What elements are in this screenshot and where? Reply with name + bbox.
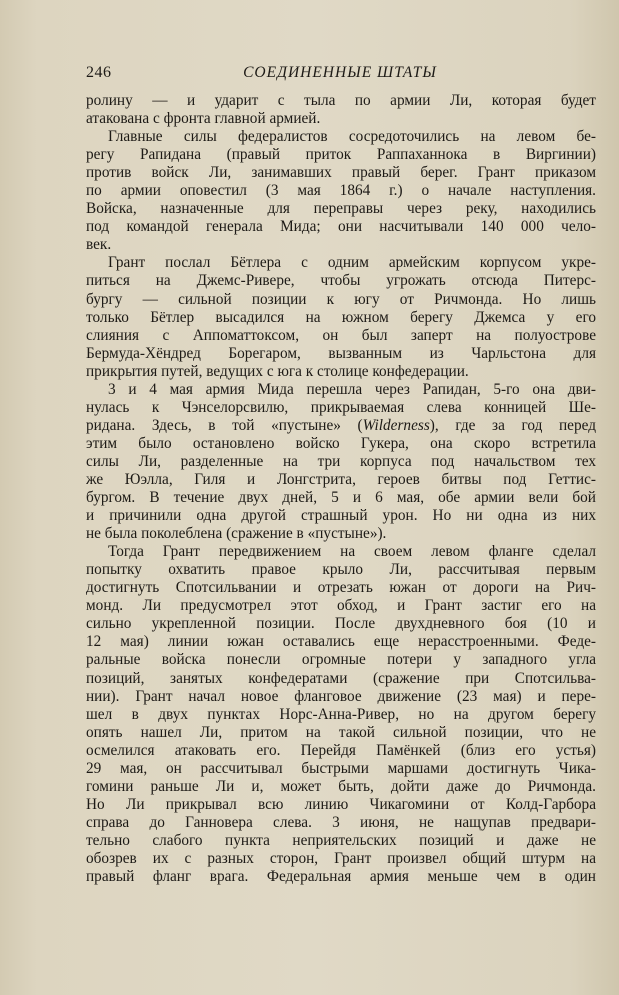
text-line: Но Ли прикрывал всю линию Чикагомини от Колд-Гарбора [86, 795, 596, 813]
text-line: ролину — и ударит с тыла по армии Ли, которая будет [86, 92, 596, 109]
text-line: Главные силы федералистов сосредоточились на левом бе- [108, 128, 596, 146]
text-line: обозрев их с разных сторон, Грант произвел общий штурм на [86, 849, 596, 867]
text-line: век. [86, 236, 112, 254]
text-line: силы Ли, разделенные на три корпуса под начальством тех [86, 452, 596, 470]
text-line: против войск Ли, занимавших правый берег. Грант приказом [86, 164, 596, 182]
text-line: этим было остановлено войско Гукера, она скоро встретила [86, 434, 596, 452]
text-line: гомини раньше Ли и, может быть, дойти даже до Ричмонда. [86, 777, 596, 795]
text-line: под командой генерала Мида; они насчитывали 140 000 чело- [86, 218, 596, 236]
text-line: нии). Грант начал новое фланговое движение (23 мая) и пере- [86, 687, 596, 705]
running-title: СОЕДИНЕННЫЕ ШТАТЫ [243, 64, 437, 81]
text-line: Грант послал Бётлера с одним армейским корпусом укре- [108, 254, 596, 272]
page-header [86, 64, 594, 86]
body-text [86, 92, 596, 886]
text-line: Тогда Грант передвижением на своем левом фланге сделал [108, 543, 596, 561]
text-line: бургом. В течение двух дней, 5 и 6 мая, обе армии вели бой [86, 489, 596, 507]
text-line: ральные войска понесли огромные потери у западного угла [86, 651, 596, 669]
text-line: прикрытия путей, ведущих с юга к столице конфедерации. [86, 362, 469, 380]
text-line: атакована с фронта главной армией. [86, 110, 321, 128]
page-number: 246 [86, 64, 112, 81]
text-line: сильно укрепленной позиции. После двухдневного боя (10 и [86, 615, 596, 633]
text-line: по армии оповестил (3 мая 1864 г.) о начале наступления. [86, 182, 596, 200]
text-line: слияния с Аппоматтоксом, он был заперт на полуострове [86, 326, 596, 344]
text-line: 12 мая) линии южан оставались еще нерасстроенными. Феде- [86, 633, 596, 651]
text-line: нулась к Чэнселорсвилю, прикрываемая слева конницей Ше- [86, 398, 596, 416]
text-line: бургу — сильной позиции к югу от Ричмонда. Но лишь [86, 290, 596, 308]
text-line: монд. Ли предусмотрел этот обход, и Грант застиг его на [86, 597, 596, 615]
text-line: достигнуть Спотсильвании и отрезать южан от дороги на Рич- [86, 579, 596, 597]
text-line: только Бётлер высадился на южном берегу Джемса у его [86, 308, 596, 326]
text-line: тельно слабого пункта неприятельских позиций и даже не [86, 831, 596, 849]
text-line: 3 и 4 мая армия Мида перешла через Рапидан, 5-го она дви- [108, 380, 596, 398]
text-line: и причинили одна другой страшный урон. Но ни одна из них [86, 507, 596, 525]
text-line: Бермуда-Хёндред Борегаром, вызванным из Чарльстона для [86, 344, 596, 362]
text-line: попытку охватить правое крыло Ли, рассчитывая первым [86, 561, 596, 579]
text-line: же Юэлла, Гиля и Лонгстрита, героев битвы под Геттис- [86, 470, 596, 488]
text-line: Войска, назначенные для переправы через реку, находились [86, 200, 596, 218]
text-line: не была поколеблена (сражение в «пустыне»). [86, 525, 387, 543]
text-line: 29 мая, он рассчитывал быстрыми маршами достигнуть Чика- [86, 759, 596, 777]
text-line: осмелился атаковать его. Перейдя Памёнкей (близ его устья) [86, 741, 596, 759]
text-line: позиций, занятых конфедератами (сражение при Спотсильва- [86, 669, 596, 687]
text-line: справа до Ганновера слева. 3 июня, не нащупав предвари- [86, 813, 596, 831]
text-line: регу Рапидана (правый приток Раппаханнока в Виргинии) [86, 146, 596, 164]
text-line: шел в двух пунктах Норс-Анна-Ривер, но на другом берегу [86, 705, 596, 723]
text-line: правый фланг врага. Федеральная армия меньше чем в один [86, 868, 596, 886]
text-line: ридана. Здесь, в той «пустыне» (Wilderness), где за год перед [86, 416, 596, 434]
text-line: питься на Джемс-Ривере, чтобы угрожать отсюда Питерс- [86, 272, 596, 290]
text-line: опять нашел Ли, притом на такой сильной позиции, что не [86, 723, 596, 741]
